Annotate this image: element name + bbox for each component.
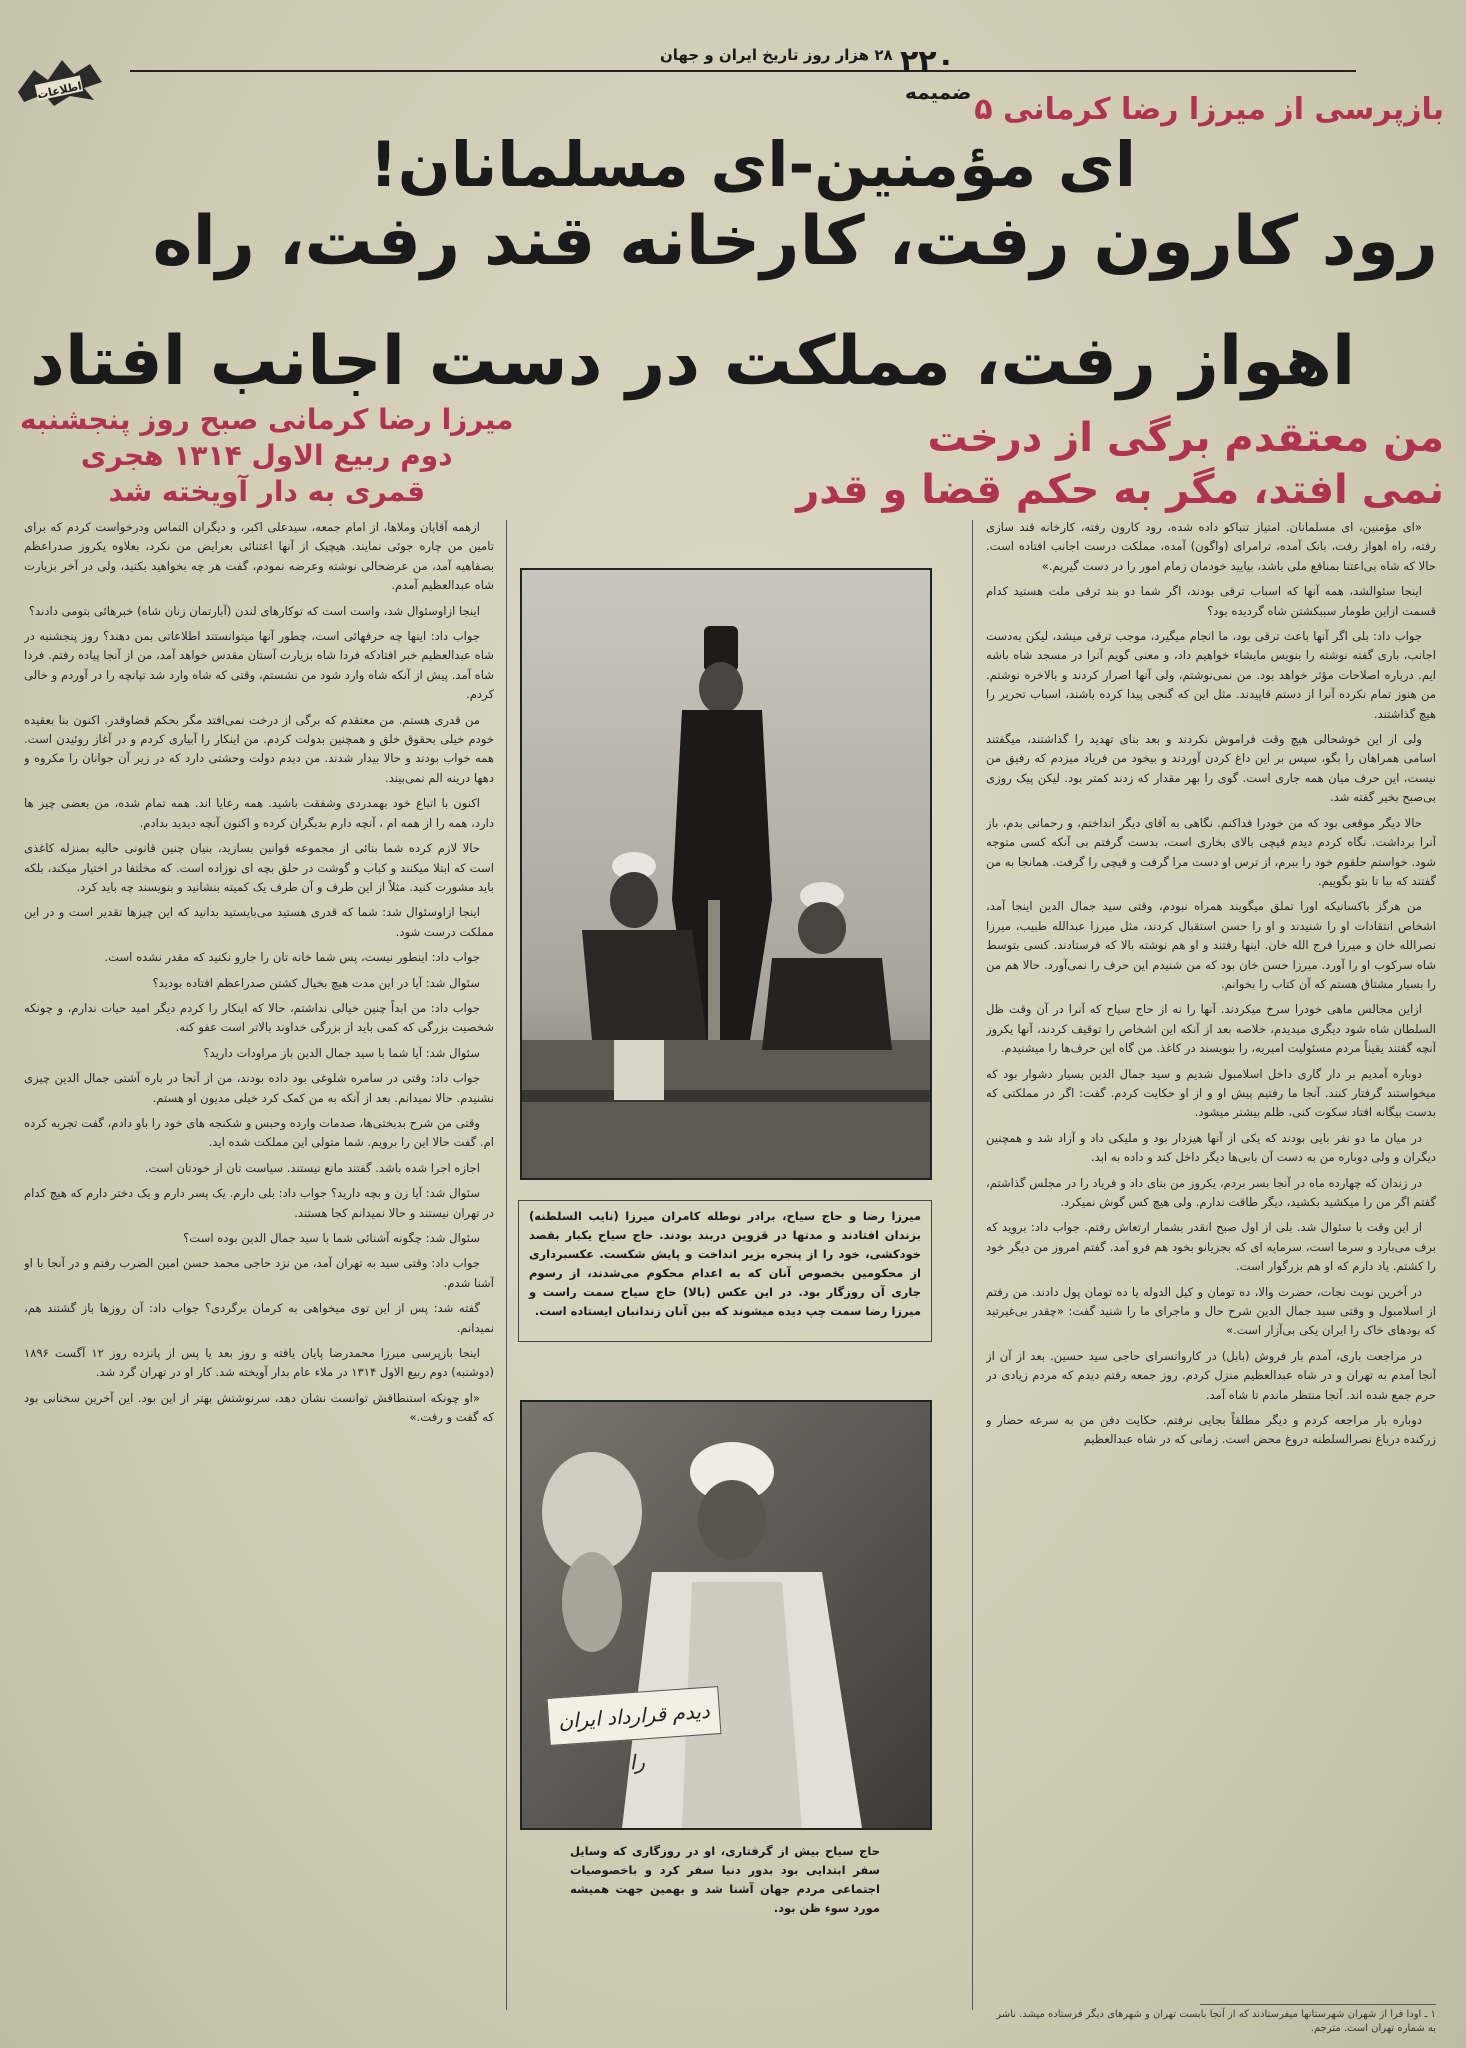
- article-paragraph: در مراجعت باری، آمدم بار فروش (بابل) در کاروانسرای حاجی سید حسین. بعد از آن از آنجا آمدم به تهران و در شاه عبدالعظیم منزل کردم. روز جمعه رفتم دیدم که مردم زیادی در حرم جمع شده اند. آنجا منتظر ماندم تا شاه آمد.: [986, 1348, 1436, 1402]
- article-paragraph: اینجا ازاوسئوال شد: شما که قدری هستید می‌بایستید بدانید که این چیزها تقدیر است و در این مملکت درست شود.: [24, 905, 494, 939]
- article-paragraph: اینجا ازاوسئوال شد، واست است که توکارهای لندن (آبارتمان زنان شاه) خبرهائی بتومی دادند؟: [28, 603, 480, 618]
- article-paragraph: جواب داد: بلی اگر آنها باعث ترقی بود، ما انجام میگیرد، موجب ترقی میشد، لیکن به‌دست اجانب، باری گفته نوشته را بنویس مایشاء خواهیم داد، و معنی گویم آنرا در مسجد شاه باشه ایم. درباره اصلاحات مؤثر خواهد بود. من نمی‌نوشتم، ولی آنها اصرار کردند و بالاخره نوشتم. من هنوز تمام نکرده آنرا از دستم قاپیدند. مثل این که گنجی پیدا کرده باشند، اسباب تحریر را هیچ گذاشتند.: [986, 629, 1436, 721]
- article-paragraph: ازهمه آقایان وملاها، از امام جمعه، سیدعلی اکبر، و دیگران التماس ودرخواست کردم که برای تامین من چاره جوئی نمایند. هیچیک از آنها اعتنائی بعرایض من نکرد، بعلاوه یکروز صدراعظم بصفاهیه آمد، من عرضحالی نوشته وعرضه نمودم، گفت هر چه بخواهید بکنید، ولی در آخر بزیارت شاه عبدالعظیم آمدم.: [24, 520, 494, 593]
- header-rule: [130, 70, 1356, 72]
- page-number: ۲۲۰: [900, 44, 955, 79]
- article-paragraph: جواب داد: اینها چه حرفهائی است، چطور آنها میتوانستند اطلاعاتی بمن دهند؟ روز پنجشنبه در شاه عبدالعظیم خبر افتادکه فردا شاه بزیارت آستان مقدس خواهد آمد، من از آنجا پیاده رفتم. فردا شاه آمد. پیش از آنکه شاه وارد شود من نشستم، وقتی که شاه وارد شد تپانچه را در آوردم و خالی کردم.: [24, 629, 494, 702]
- headline-line-2: اهواز رفت، مملکت در دست اجانب افتاد: [30, 322, 1356, 401]
- photo-haj-sayyah-image: [522, 1402, 930, 1828]
- article-paragraph: جواب داد: وقتی در سامره شلوغی بود داده بودند، من از آنجا در باره آشتی جمال الدین چیزی نشنیدم. حالا نمیدانم. بعد از آنکه به من کمک کرد خیلی مدیون او هستم.: [24, 1071, 494, 1105]
- subhead-left: [20, 402, 514, 510]
- photo-prisoners-caption: میرزا رضا و حاج سیاح، برادر نوطله کامران میرزا (نایب السلطنه) بزندان افتادند و مدتها در قزوین دربند بودند. حاج سیاح یکبار بقصد خودکشی، خود را از پنجره بزیر انداخت و پایش شکست. عکسبرداری از محکومین بخصوص آنان که به اعدام محکوم می‌شدند، از رسوم جاری آن روزگار بود. در این عکس (بالا) حاج سیاح سمت راست و میرزا رضا سمت چپ دیده میشوند که بین آنان زندانبان ایستاده است.: [518, 1200, 932, 1342]
- subhead-right-line-1: من معتقدم برگی از درخت: [927, 415, 1444, 461]
- article-column-left: [24, 518, 494, 2006]
- article-paragraph: جواب داد: اینطور نیست، پس شما خانه تان را جارو نکنید که مقدر نشده است.: [104, 950, 480, 965]
- article-column-right: [986, 518, 1436, 2006]
- article-paragraph: سئوال شد: آیا در این مدت هیچ بخیال کشتن صدراعظم افتاده بودید؟: [152, 975, 480, 990]
- newspaper-logo-emblem: [14, 52, 106, 108]
- photo-prisoners-image: [522, 570, 930, 1178]
- column-divider-right: [972, 520, 973, 2010]
- article-paragraph: جواب داد: من ابداً چنین خیالی نداشتم، حالا که اینکار را کردم دیگر امید حیات ندارم، و چونکه شخصیت بزرگی که کمی باید از بزرگی خداوند بالاتر است عفو کنه.: [24, 1000, 494, 1035]
- article-paragraph: من هرگز باکسانیکه اورا تملق میگویند همراه نبودم، وقتی سید جمال الدین اینجا آمد، اشخاص انتقادات او را شنیدند و او را حسن استقبال کردند، مثل میرزا عبدالله طبیب، میرزا نصرالله خان و میرزا فرج الله خان. اینها رفتند و او هم نوشته بالا که فرستادند. کسی بتوسط شاه سرکوب او را آورد. میرزا حسن خان بود که من شنیدم این حرف را نمی‌آورد. حالا هم من را بسیار مشتاق هستم که آن کتاب را بخوانم.: [986, 899, 1436, 991]
- kicker: بازپرسی از میرزا رضا کرمانی ۵: [974, 92, 1444, 127]
- article-paragraph: ازاین مجالس ماهی خودرا سرخ میکردند. آنها را نه از حاج سیاح که آنرا در آن وقت ظل السلطان شاه شود دیگری میدیدم، خلاصه بعد از آنکه این اشخاص را توقیف کردند، آنها یکروز آنچه گفتند یقیناً مردم مسئولیت امیریه، را بنویسند در کاغذ. من گاه این حرف‌ها را میشنیدم.: [986, 1002, 1436, 1056]
- article-paragraph: از این وقت با سئوال شد. بلی از اول صبح انقدر بشمار ارتعاش رفتم. جواب داد: بروید که برف می‌بارد و سرما است، سرمایه ای که بجزیانو بخود هم فرو آمد. گفتم امروز من دیگر خود را کشتم. یاد دارم که او هم بزرگوار است.: [986, 1220, 1436, 1274]
- subhead-left-line-1: میرزا رضا کرمانی صبح روز پنجشنبه: [20, 403, 514, 436]
- column-divider-left: [506, 520, 507, 2010]
- article-paragraph: دوباره آمدیم بر دار گاری داخل اسلامبول شدیم و سید جمال الدین بسیار دشوار بود که میخواستند گرفتار کنند. آنجا ما رفتیم پیش او و از او حکایت کردم. گفت: اگر در مملکتی که بدست بیگانه افتاد سکوت کنی، ظلم بیشتر میشود.: [986, 1066, 1436, 1120]
- article-paragraph: سئوال شد: آیا شما با سید جمال الدین باز مراودات دارید؟: [203, 1045, 480, 1060]
- article-paragraph: ولی از این خوشحالی هیچ وقت فراموش نکردند و بعد بنای تهدید را گذاشتند، میگفتند اسامی همراهان را بگو، سپس بر این داغ کردن آوردند و بیخود من فریاد میزدم که رفیق من نیست، این حرف میان همه جاری است. گوی را بهر مقدار که زدند کمتر بود. لیکن پیک روزی بی‌صبح بخیر گفته شد.: [986, 732, 1436, 805]
- headline-main: ای مؤمنین-ای مسلمانان!: [369, 128, 1136, 201]
- series-title: ۲۸ هزار روز تاریخ ایران و جهان: [660, 46, 893, 64]
- article-paragraph: گفته شد: پس از این توی میخواهی به کرمان برگردی؟ جواب داد: آن روزها باز گشتند هم، نمیدانم.: [24, 1301, 494, 1335]
- article-paragraph: سئوال شد: آیا زن و بچه دارید؟ جواب داد: بلی دارم. یک پسر دارم و یک دختر دارم که هیچ کدام در تهران نیستند و حالا نمیدانم کجا هستند.: [24, 1186, 494, 1220]
- subhead-left-line-2: دوم ربیع الاول ۱۳۱۴ هجری: [80, 439, 453, 472]
- subhead-right-line-2: نمی افتد، مگر به حکم قضا و قدر: [796, 467, 1444, 513]
- article-paragraph: دوباره بار مراجعه کردم و دیگر مطلقاً بجایی نرفتم. حکایت دفن من به سرعه حضار و زرکنده درباغ نصرالسلطنه دروغ محض است. زمانی که در شاه عبدالعظیم: [986, 1413, 1436, 1447]
- article-paragraph: در آخرین نوبت نجات، حضرت والا، ده تومان و کیل الدوله یا ده تومان پول دادند. من رفتم از اسلامبول و وقتی سید جمال الدین شرح حال و ماجرای ما را شنید گفت: «چقدر بی‌غیرتید که بودهای خاک را ایران یکی بی‌آزار است.»: [986, 1284, 1436, 1338]
- article-paragraph: اجازه اجرا شده باشد. گفتند مانع نیستند. سیاست تان از خودتان است.: [144, 1160, 480, 1175]
- article-paragraph: وقتی من شرح بدبختی‌ها، صدمات وارده وحبس و شکنجه های خود را باو دادم، گفت تجربه کرده ام. گفت حالا این را برویم. شما متولی این مملکت شده اید.: [24, 1115, 494, 1150]
- logo-text: اطلاعات: [36, 79, 83, 102]
- article-paragraph: جواب داد: وقتی سید به تهران آمد، من نزد حاجی محمد حسن امین الضرب رفتم و در آنجا با او آشنا شدم.: [24, 1256, 494, 1290]
- article-paragraph: در میان ما دو نفر بایی بودند که یکی از آنها هیزدار بود و ملیکی داد و آزاد شد و همچنین دیگران و ولی دوباره من به دست آن بابی‌ها دیگر داخل کند و داده به ابد.: [986, 1130, 1436, 1165]
- footnote: ۱ ـ اودا فرا از شهران شهرستانها میفرستادند که از آنجا بابست تهران و شهرهای دیگر فرستاده میشد. ناشر به شماره تهران است. مترجم.: [996, 2009, 1436, 2034]
- article-paragraph: حالا دیگر موقعی بود که من خودرا فداکنم. نگاهی به آقای دیگر انداختم، و رحمانی بدم، باز آنرا برداشت. نگاه کردم دیدم قیچی بالای بخاری است، بدست گرفتم بی آنکه کسی متوجه شود. خواستم حلقوم خود را ببرم، از ترس او دست مرا گرفت و قیچی را گرفت. همانجا به من گفتند که بیا تا بتو بگوییم.: [986, 815, 1436, 888]
- subhead-left-line-3: قمری به دار آویخته شد: [108, 475, 426, 508]
- article-paragraph: اینجا سئوالشد، همه آنها که اسباب ترقی بودند، اگر شما دو بند ترقی ملت هستید کدام قسمت ازاین طومار سببکشتن شاه گردیده بود؟: [986, 584, 1436, 618]
- article-paragraph: اکنون با اتباع خود بهمدردی وشفقت باشید. همه رعایا اند. همه تمام شده، من بعضی چیز ها دارد، همه را از همه ام ، آنچه دارم بدیگران کرده و اکنون آنچه دیدید بدادم.: [24, 796, 494, 830]
- photo-haj-sayyah-caption: حاج سیاح بیش از گرفتاری، او در روزگاری که وسایل سفر ابتدایی بود بدور دنیا سفر کرد و باخصوصیات اجتماعی مردم جهان آشنا شد و بهمین جهت همیشه مورد سوء ظن بود.: [570, 1844, 880, 1915]
- article-paragraph: اینجا بازپرسی میرزا محمدرضا پایان یافته و روز بعد یا پس از پانزده روز ۱۲ آگست ۱۸۹۶ (دوشنبه) دوم ربیع الاول ۱۳۱۴ در ملاء عام بدار آویخته شد. کار او در تهران گرد شد.: [24, 1346, 494, 1380]
- article-paragraph: من قدری هستم. من معتقدم که برگی از درخت نمی‌افتد مگر بحکم قضاوقدر. اکنون بنا بعقیده خودم خیلی بحقوق خلق و همچنین بدولت کردم. من اینکار را آبیاری کردم و در آغاز روئیدن است. همه خواب بودند و حالا بیدار شدند. من دیدم دولت وحشتی دارد که در زیر آن جوانان ‌را مکروه و دهها درینه الم نمی‌بیند.: [24, 712, 494, 785]
- headline-line-1: رود کارون رفت، کارخانه قند رفت، راه: [152, 202, 1438, 281]
- footnote-rule: [1200, 2004, 1436, 2005]
- article-paragraph: سئوال شد: چگونه آشنائی شما با سید جمال الدین بوده است؟: [183, 1231, 480, 1245]
- photo-haj-sayyah: [520, 1400, 932, 1830]
- photo-sign-text: دیدم قرارداد ایران را: [547, 1686, 722, 1746]
- subhead-right: [796, 412, 1444, 516]
- article-paragraph: حالا لازم کرده شما بنائی از مجموعه قوانین بسازید، بنیان چنین قانونی حالیه بمنزله کاغذی است که ابتلا میکنند و کباب و گوشت در حلق بچه ای نوزاده است. که مخلتفا در اختیار میکند، بلکه باید مشورت کنید. مثلاً از این طرف و آن طرف یک کمیته بنشانید و بنویسند چه باید کرد.: [24, 841, 494, 894]
- supplement-label: ضمیمه: [905, 80, 972, 104]
- article-paragraph: «او چونکه استنطاقش توانست نشان دهد، سرنوشتش بهتر از این بود. این آخرین سخنانی بود که گفت و رفت.»: [24, 1390, 494, 1425]
- photo-prisoners: [520, 568, 932, 1180]
- article-paragraph: «ای مؤمنین، ای مسلمانان. امتیاز تنباکو داده شده، رود کارون رفته، کارخانه قند سازی رفته، راه اهواز رفت، بانک آمده، ترامرای (واگون) آمده، مملکت درست اجانب افتاده است. حالا که شاه بی‌اعتنا بمنافع ملی باشد، بیایید خودمان زمام امور را در دست گیریم.»: [986, 520, 1436, 573]
- article-paragraph: در زندان که چهارده ماه در آنجا بسر بردم، یکروز من بنای داد و فریاد را در مجلس گذاشتم، گفتم اگر من را میکشید بکشید، دیگر طاقت ندارم. ولی هیچ کس گوش نمیکرد.: [986, 1175, 1436, 1209]
